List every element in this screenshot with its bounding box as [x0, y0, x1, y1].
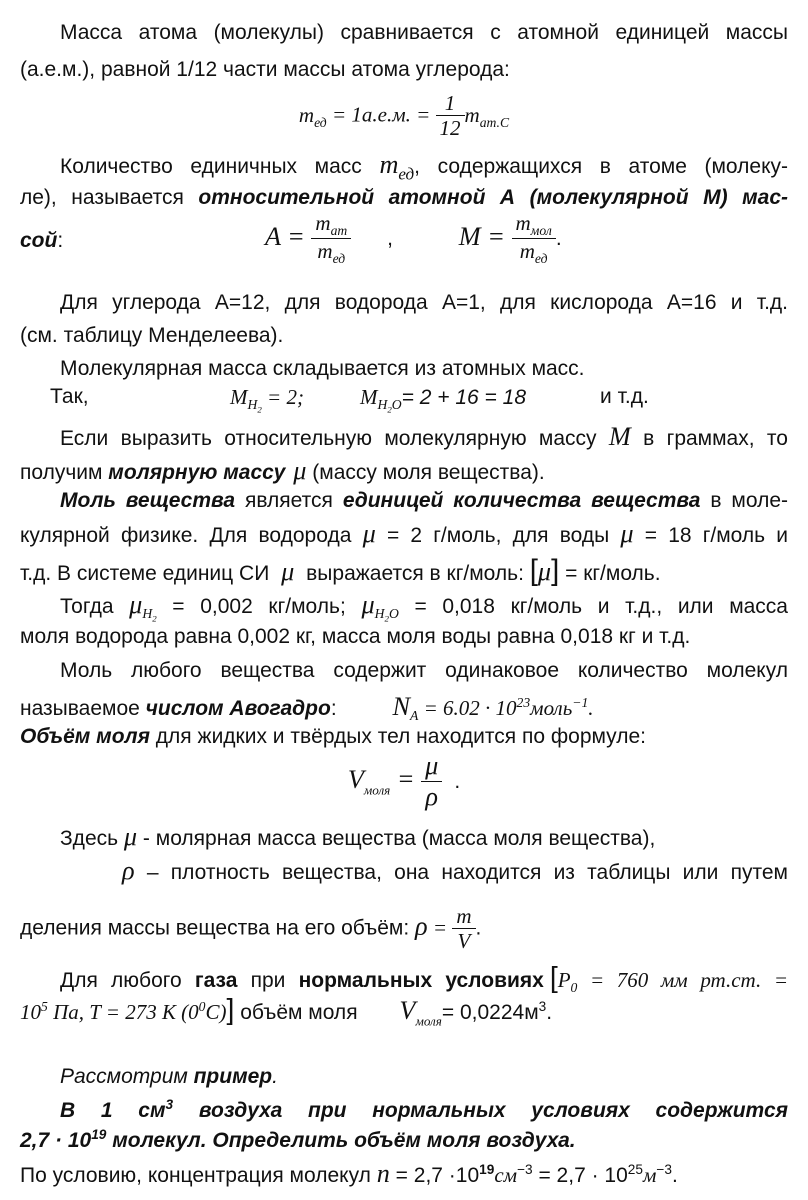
p11-line2: $10^5$ Па, T = 273 К $(0^0C)$] объём моля $V_{моля}= 0,0224м^3$. [20, 994, 553, 1029]
p8-line1: Моль любого вещества содержит одинаковое количество молекул [60, 659, 788, 682]
p2-line2: ле), называется относительной атомной А (молекулярной М) мас- [20, 186, 788, 209]
p6-line2: кулярной физике. Для водорода μ = 2 г/моль, для воды μ = 18 г/моль и [20, 519, 788, 548]
p8-line2: называемое числом Авогадро: $N_A = 6.02$ · $10^{23}моль^{-1}$. [20, 692, 594, 724]
p1-line1: Масса атома (молекулы) сравнивается с атомной единицей массы [60, 21, 788, 44]
formula-molar-volume: $V_{моля}$ = $\frac{\mu}{\rho}$ . [347, 751, 461, 811]
formula-unit-mass: $m_{ед} = 1а.е.м$. = $\frac{1}{12}$ $m_{ат.С}$ [298, 91, 510, 141]
p7-line1: Тогда $\mu_{H_2} = 0,002$ кг/моль; $\mu_{H_2O} = 0,018$ кг/моль и т.д., или масса [60, 590, 788, 624]
p10-line3: деления массы вещества на его объём: ρ = $\frac{m}{V}$ . [20, 904, 482, 954]
formula-relative-mass: A = $\frac{m_{ат}}{m_{ед}}$ , M = $\frac{m_{мол}}{m_{ед}}$ . [265, 211, 562, 267]
p4-line1: Молекулярная масса складывается из атомных масс. [60, 357, 585, 380]
p5-line2: получим молярную массу μ (массу моля вещества). [20, 456, 545, 485]
p12-line1: Рассмотрим пример. [60, 1065, 278, 1088]
p10-line1: Здесь μ - молярная масса вещества (масса моля вещества), [60, 822, 656, 851]
p10-line2: ρ – плотность вещества, она находится из таблицы или путем [122, 856, 788, 885]
p2-line1: Количество единичных масс $m_{ед}$, содержащихся в атоме (молеку- [60, 150, 788, 184]
p14-line1: По условию, концентрация молекул $n = 2,7 \cdot 10^{19}см^{-3} = 2,7 \cdot 10^{25}м^{-3}$. [20, 1159, 678, 1188]
document-page: Масса атома (молекулы) сравнивается с атомной единицей массы (а.е.м.), равной 1/12 части массы атома углерода: $m_{ед} = 1а.е.м$. = $\frac{1}{12}$ $m_{ат.С}$ Количество единичных масс $m_{ед}$, содержащихся в атоме (молеку- ле), называется относительной атомной А (молекулярной М) мас- сой: A = $\frac{m_{ат}}{m_{ед}}$ , M = $\frac{m_{мол}}{m_{ед}}$ . Для углерода А=12, для водорода А=1, для кислорода А=16 и т.д. (см. таблицу Менделеева). Молекулярная масса складывается из атомных масс. Так, $M_{H_2} = 2$; $M_{H_2O}= 2 + 16 = 18$ и т.д. Если выразить относительную молекулярную массу M в граммах, то получим молярную массу μ (массу моля вещества). Моль вещества является единицей количества вещества в моле- кулярной физике. Для водорода μ = 2 г/моль, для воды μ = 18 г/моль и т.д. В системе единиц СИ μ выражается в кг/моль: [μ] = кг/моль. Тогда $\mu_{H_2} = 0,002$ кг/моль; $\mu_{H_2O} = 0,018$ кг/моль и т.д., или масса моля водорода равна 0,002 кг, масса моля воды равна 0,018 кг и т.д. Моль любого вещества содержит одинаковое количество молекул называемое числом Авогадро: $N_A = 6.02$ · $10^{23}моль^{-1}$. Объём моля для жидких и твёрдых тел находится по формуле: $V_{моля}$ = $\frac{\mu}{\rho}$ . Здесь μ - молярная масса вещества (масса моля вещества), ρ – плотность вещества, она находится из таблицы или путем деления массы вещества на его объём: ρ = $\frac{m}{V}$ . Для любого газа при нормальных условиях [$P_0 = 760$ мм рт.ст. = $10^5$ Па, T = 273 К $(0^0C)$] объём моля $V_{моля}= 0,0224м^3$. Рассмотрим пример. В 1 $см^3$ воздуха при нормальных условиях содержится $2,7 \cdot 10^{19}$ молекул. Определить объём моля воздуха. По условию, концентрация молекул $n = 2,7 \cdot 10^{19}см^{-3} = 2,7 \cdot 10^{25}м^{-3}$. [0, 0, 808, 1200]
p7-line2: моля водорода равна 0,002 кг, масса моля воды равна 0,018 кг и т.д. [20, 625, 691, 648]
p2-line3: сой: [20, 229, 64, 252]
p3-line2: (см. таблицу Менделеева). [20, 324, 284, 347]
p13-line2: $2,7 \cdot 10^{19}$ молекул. Определить объём моля воздуха. [20, 1127, 576, 1152]
p6-line1: Моль вещества является единицей количества вещества в моле- [60, 489, 789, 512]
p1-line2: (а.е.м.), равной 1/12 части массы атома углерода: [20, 58, 510, 81]
p3-line1: Для углерода А=12, для водорода А=1, для кислорода А=16 и т.д. [60, 291, 788, 314]
p13-line1: В 1 $см^3$ воздуха при нормальных условиях содержится [60, 1097, 788, 1122]
p11-line1: Для любого газа при нормальных условиях [$P_0 = 760$ мм рт.ст. = [60, 962, 788, 996]
p9-line1: Объём моля для жидких и твёрдых тел находится по формуле: [20, 725, 646, 748]
p6-line3: т.д. В системе единиц СИ μ выражается в кг/моль: [μ] = кг/моль. [20, 554, 661, 587]
p5-line1: Если выразить относительную молекулярную массу M в граммах, то [60, 422, 788, 451]
